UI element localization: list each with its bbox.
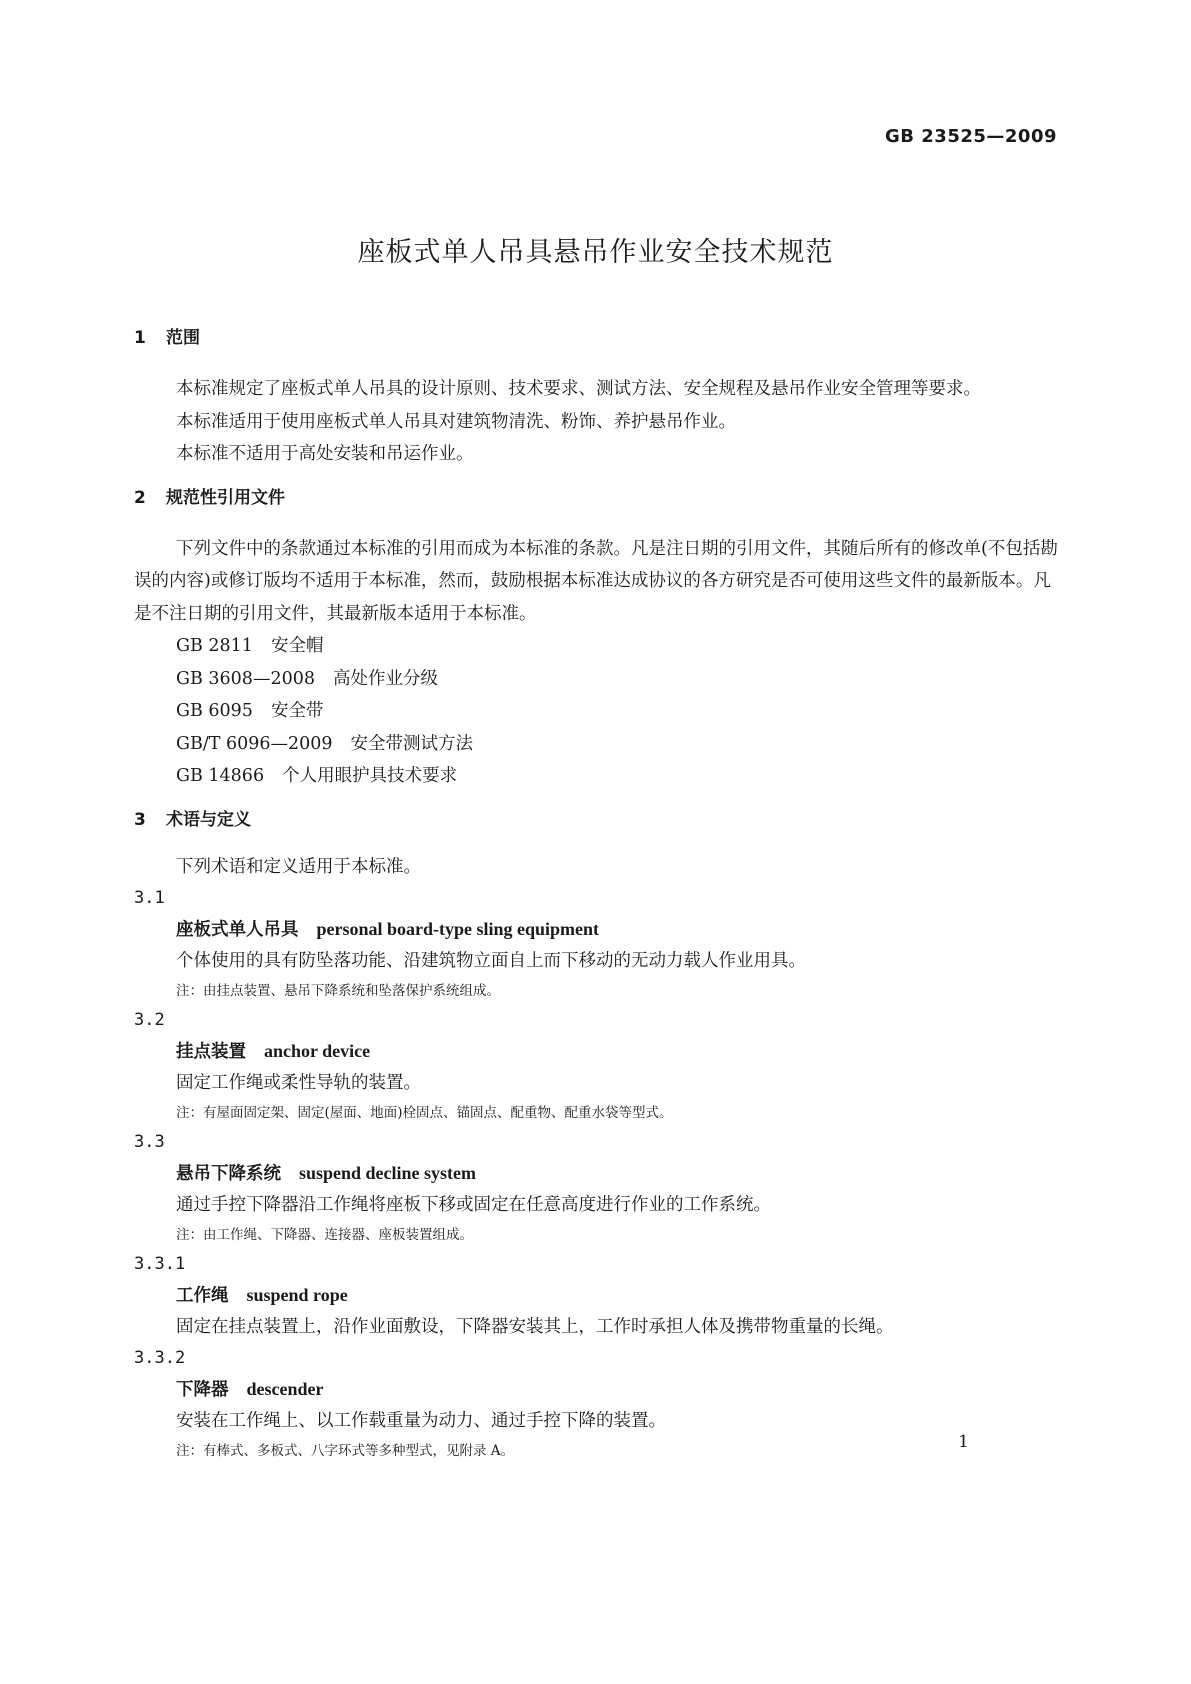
reference-title: 安全带 bbox=[270, 701, 324, 721]
term-name-en: suspend rope bbox=[246, 1285, 348, 1305]
document-body bbox=[134, 325, 1059, 1465]
reference-title: 安全带测试方法 bbox=[350, 733, 474, 754]
term-number: 3.3.1 bbox=[134, 1254, 186, 1274]
term-number: 3.3 bbox=[134, 1132, 165, 1152]
section-title: 范围 bbox=[166, 328, 200, 348]
section-heading-scope bbox=[134, 325, 1059, 351]
document-title: 座板式单人吊具悬吊作业安全技术规范 bbox=[357, 237, 834, 268]
scope-paragraph-1: 本标准规定了座板式单人吊具的设计原则、技术要求、测试方法、安全规程及悬吊作业安全管理等要求。 bbox=[176, 379, 981, 399]
terms-intro: 下列术语和定义适用于本标准。 bbox=[176, 856, 421, 877]
term-note: 注：由挂点装置、悬吊下降系统和坠落保护系统组成。 bbox=[176, 983, 500, 999]
section-heading-references bbox=[134, 485, 1059, 511]
term-name-cn: 座板式单人吊具 bbox=[176, 920, 299, 940]
section-number: 1 bbox=[134, 328, 146, 348]
reference-title: 安全帽 bbox=[270, 636, 324, 656]
reference-code: GB 2811 bbox=[176, 636, 253, 656]
reference-code: GB 3608—2008 bbox=[176, 668, 315, 689]
section-number: 3 bbox=[134, 809, 146, 830]
section-number: 2 bbox=[134, 487, 146, 508]
section-heading-terms bbox=[134, 807, 1059, 833]
term-definition: 个体使用的具有防坠落功能、沿建筑物立面自上而下移动的无动力载人作业用具。 bbox=[176, 951, 806, 971]
section-title: 术语与定义 bbox=[166, 809, 251, 830]
reference-code: GB 6095 bbox=[176, 701, 253, 721]
term-heading bbox=[134, 913, 1059, 945]
page-number: 1 bbox=[958, 1432, 969, 1452]
term-definition: 通过手控下降器沿工作绳将座板下移或固定在任意高度进行作业的工作系统。 bbox=[176, 1195, 771, 1215]
term-note: 注：由工作绳、下降器、连接器、座板装置组成。 bbox=[176, 1227, 473, 1243]
term-heading bbox=[134, 1279, 1059, 1311]
reference-item bbox=[134, 760, 1059, 793]
reference-item bbox=[134, 728, 1059, 761]
scope-paragraph-3: 本标准不适用于高处安装和吊运作业。 bbox=[176, 444, 474, 464]
term-name-cn: 下降器 bbox=[176, 1380, 229, 1400]
term-number: 3.2 bbox=[134, 1010, 165, 1030]
term-name-cn: 挂点装置 bbox=[176, 1042, 246, 1062]
term-name-en: anchor device bbox=[264, 1041, 371, 1061]
term-number: 3.3.2 bbox=[134, 1348, 186, 1368]
section-title: 规范性引用文件 bbox=[166, 487, 285, 508]
references-intro: 下列文件中的条款通过本标准的引用而成为本标准的条款。凡是注日期的引用文件，其随后所有的修改单(不包括勘误的内容)或修订版均不适用于本标准，然而，鼓励根据本标准达成协议的各方研究是否可使用这些文件的最新版本。凡是不注日期的引用文件，其最新版本适用于本标准。 bbox=[134, 538, 1058, 624]
term-name-en: descender bbox=[246, 1379, 324, 1399]
reference-item bbox=[134, 663, 1059, 696]
term-definition: 固定在挂点装置上，沿作业面敷设，下降器安装其上，工作时承担人体及携带物重量的长绳。 bbox=[176, 1317, 894, 1337]
reference-title: 高处作业分级 bbox=[332, 668, 438, 689]
term-note: 注：有棒式、多板式、八字环式等多种型式，见附录 A。 bbox=[176, 1443, 515, 1459]
term-definition: 固定工作绳或柔性导轨的装置。 bbox=[176, 1073, 421, 1093]
term-name-cn: 工作绳 bbox=[176, 1286, 229, 1306]
reference-code: GB/T 6096—2009 bbox=[176, 733, 333, 754]
term-note: 注：有屋面固定架、固定(屋面、地面)栓固点、锚固点、配重物、配重水袋等型式。 bbox=[176, 1105, 673, 1121]
term-heading bbox=[134, 1157, 1059, 1189]
reference-title: 个人用眼护具技术要求 bbox=[282, 766, 458, 786]
scope-paragraph-2: 本标准适用于使用座板式单人吊具对建筑物清洗、粉饰、养护悬吊作业。 bbox=[176, 411, 736, 432]
term-name-cn: 悬吊下降系统 bbox=[176, 1164, 281, 1184]
reference-code: GB 14866 bbox=[176, 766, 265, 786]
term-definition: 安装在工作绳上、以工作载重量为动力、通过手控下降的装置。 bbox=[176, 1411, 666, 1431]
term-name-en: suspend decline system bbox=[299, 1163, 477, 1183]
reference-item bbox=[134, 630, 1059, 663]
term-heading bbox=[134, 1035, 1059, 1067]
standard-number: GB 23525—2009 bbox=[885, 126, 1057, 147]
term-number: 3.1 bbox=[134, 888, 165, 908]
term-heading bbox=[134, 1373, 1059, 1405]
reference-item bbox=[134, 695, 1059, 728]
term-name-en: personal board-type sling equipment bbox=[316, 919, 600, 939]
